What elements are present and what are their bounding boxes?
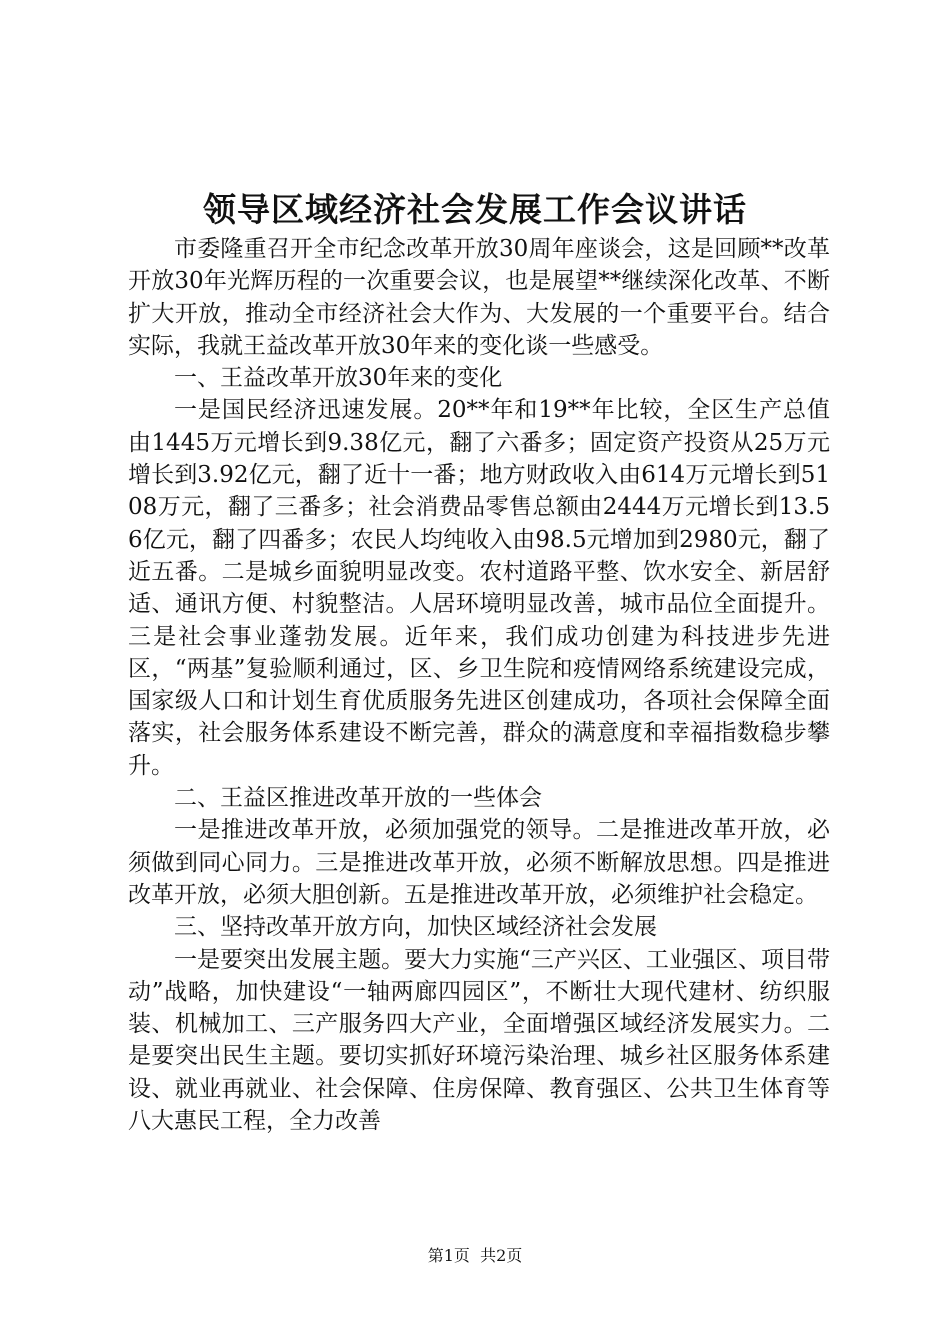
section-1-paragraph: 一是国民经济迅速发展。20**年和19**年比较，全区生产总值由1445万元增长到9.38亿元，翻了六番多；固定资产投资从25万元增长到3.92亿元，翻了近十一番；地方财政收入由614万元增长到5108万元，翻了三番多；社会消费品零售总额由2444万元增长到13.56亿元，翻了四番多；农民人均纯收入由98.5元增加到2980元，翻了近五番。二是城乡面貌明显改变。农村道路平整、饮水安全、新居舒适、通讯方便、村貌整洁。人居环境明显改善，城市品位全面提升。三是社会事业蓬勃发展。近年来，我们成功创建为科技进步先进区，“两基”复验顺利通过，区、乡卫生院和疫情网络系统建设完成，国家级人口和计划生育优质服务先进区创建成功，各项社会保障全面落实，社会服务体系建设不断完善，群众的满意度和幸福指数稳步攀升。 xyxy=(128,397,830,779)
section-heading-2: 二、王益区推进改革开放的一些体会 xyxy=(174,785,542,812)
page-total: 共2页 xyxy=(480,1246,523,1265)
section-2-paragraph: 一是推进改革开放，必须加强党的领导。二是推进改革开放，必须做到同心同力。三是推进改革开放，必须不断解放思想。四是推进改革开放，必须大胆创新。五是推进改革开放，必须维护社会稳定。 xyxy=(128,817,830,908)
page-footer xyxy=(0,1244,950,1268)
intro-paragraph: 市委隆重召开全市纪念改革开放30周年座谈会，这是回顾**改革开放30年光辉历程的一次重要会议，也是展望**继续深化改革、不断扩大开放，推动全市经济社会大作为、大发展的一个重要平台。结合实际，我就王益改革开放30年来的变化谈一些感受。 xyxy=(128,236,830,359)
document-title: 领导区域经济社会发展工作会议讲话 xyxy=(203,190,747,229)
section-heading-3: 三、坚持改革开放方向，加快区域经济社会发展 xyxy=(174,914,657,941)
page-number: 第1页 xyxy=(427,1246,470,1265)
document-body xyxy=(128,233,830,1137)
section-3-paragraph: 一是要突出发展主题。要大力实施“三产兴区、工业强区、项目带动”战略，加快建设“一轴两廊四园区”，不断壮大现代建材、纺织服装、机械加工、三产服务四大产业，全面增强区域经济发展实力。二是要突出民生主题。要切实抓好环境污染治理、城乡社区服务体系建设、就业再就业、社会保障、住房保障、教育强区、公共卫生体育等八大惠民工程，全力改善 xyxy=(128,946,830,1135)
section-heading-1: 一、王益改革开放30年来的变化 xyxy=(174,365,503,392)
